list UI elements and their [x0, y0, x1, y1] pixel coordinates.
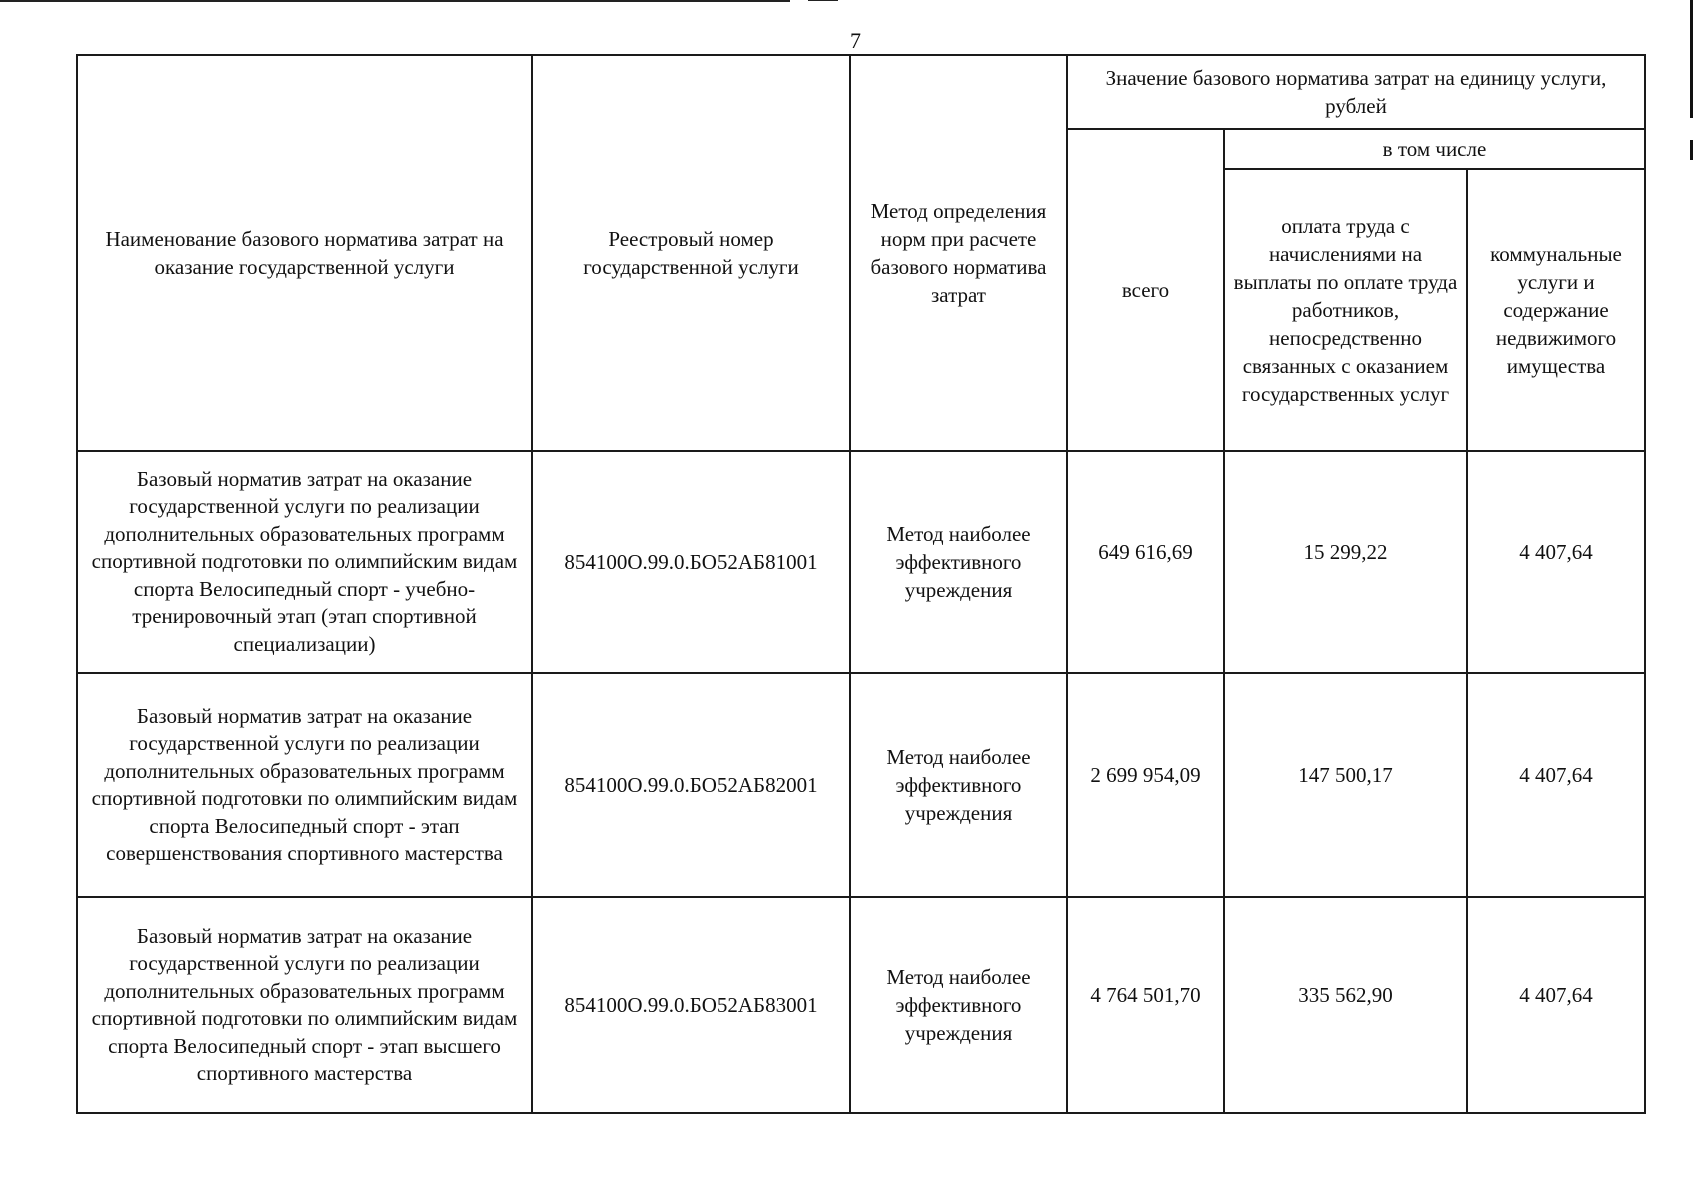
row-total: 649 616,69: [1067, 451, 1224, 673]
row-method: Метод наиболее эффективного учреждения: [850, 673, 1067, 897]
row-total: 2 699 954,09: [1067, 673, 1224, 897]
row-registry-number: 854100О.99.0.БО52АБ81001: [532, 451, 850, 673]
table-row: [77, 451, 1645, 673]
row-registry-number: 854100О.99.0.БО52АБ83001: [532, 897, 850, 1113]
header-name: Наименование базового норматива затрат на оказание государственной услуги: [77, 55, 532, 451]
header-utilities: коммунальные услуги и содержание недвижимого имущества: [1467, 169, 1645, 451]
top-rule: [0, 0, 790, 2]
row-method: Метод наиболее эффективного учреждения: [850, 451, 1067, 673]
header-including: в том числе: [1224, 129, 1645, 169]
header-labor: оплата труда с начислениями на выплаты по оплате труда работников, непосредственно связанных с оказанием государственных услуг: [1224, 169, 1467, 451]
row-name: Базовый норматив затрат на оказание государственной услуги по реализации дополнительных образовательных программ спортивной подготовки по олимпийским видам спорта Велосипедный спорт - учебно-тренировочный этап (этап спортивной специализации): [77, 451, 532, 673]
header-value-group: Значение базового норматива затрат на единицу услуги, рублей: [1067, 55, 1645, 129]
row-utilities: 4 407,64: [1467, 897, 1645, 1113]
scan-edge-mark: [1690, 0, 1693, 118]
header-registry-number: Реестровый номер государственной услуги: [532, 55, 850, 451]
top-rule-short: [808, 0, 838, 1]
row-name: Базовый норматив затрат на оказание государственной услуги по реализации дополнительных образовательных программ спортивной подготовки по олимпийским видам спорта Велосипедный спорт - этап совершенствования спортивного мастерства: [77, 673, 532, 897]
row-total: 4 764 501,70: [1067, 897, 1224, 1113]
header-row-1: [77, 55, 1645, 129]
table-row: [77, 897, 1645, 1113]
row-registry-number: 854100О.99.0.БО52АБ82001: [532, 673, 850, 897]
row-labor: 15 299,22: [1224, 451, 1467, 673]
header-method: Метод определения норм при расчете базового норматива затрат: [850, 55, 1067, 451]
row-method: Метод наиболее эффективного учреждения: [850, 897, 1067, 1113]
row-name: Базовый норматив затрат на оказание государственной услуги по реализации дополнительных образовательных программ спортивной подготовки по олимпийским видам спорта Велосипедный спорт - этап высшего спортивного мастерства: [77, 897, 532, 1113]
base-cost-norms-table: [76, 54, 1646, 1114]
row-labor: 147 500,17: [1224, 673, 1467, 897]
table-row: [77, 673, 1645, 897]
scan-edge-mark: [1690, 140, 1693, 160]
row-utilities: 4 407,64: [1467, 451, 1645, 673]
row-utilities: 4 407,64: [1467, 673, 1645, 897]
row-labor: 335 562,90: [1224, 897, 1467, 1113]
header-total: всего: [1067, 129, 1224, 451]
page-number: 7: [850, 28, 861, 53]
